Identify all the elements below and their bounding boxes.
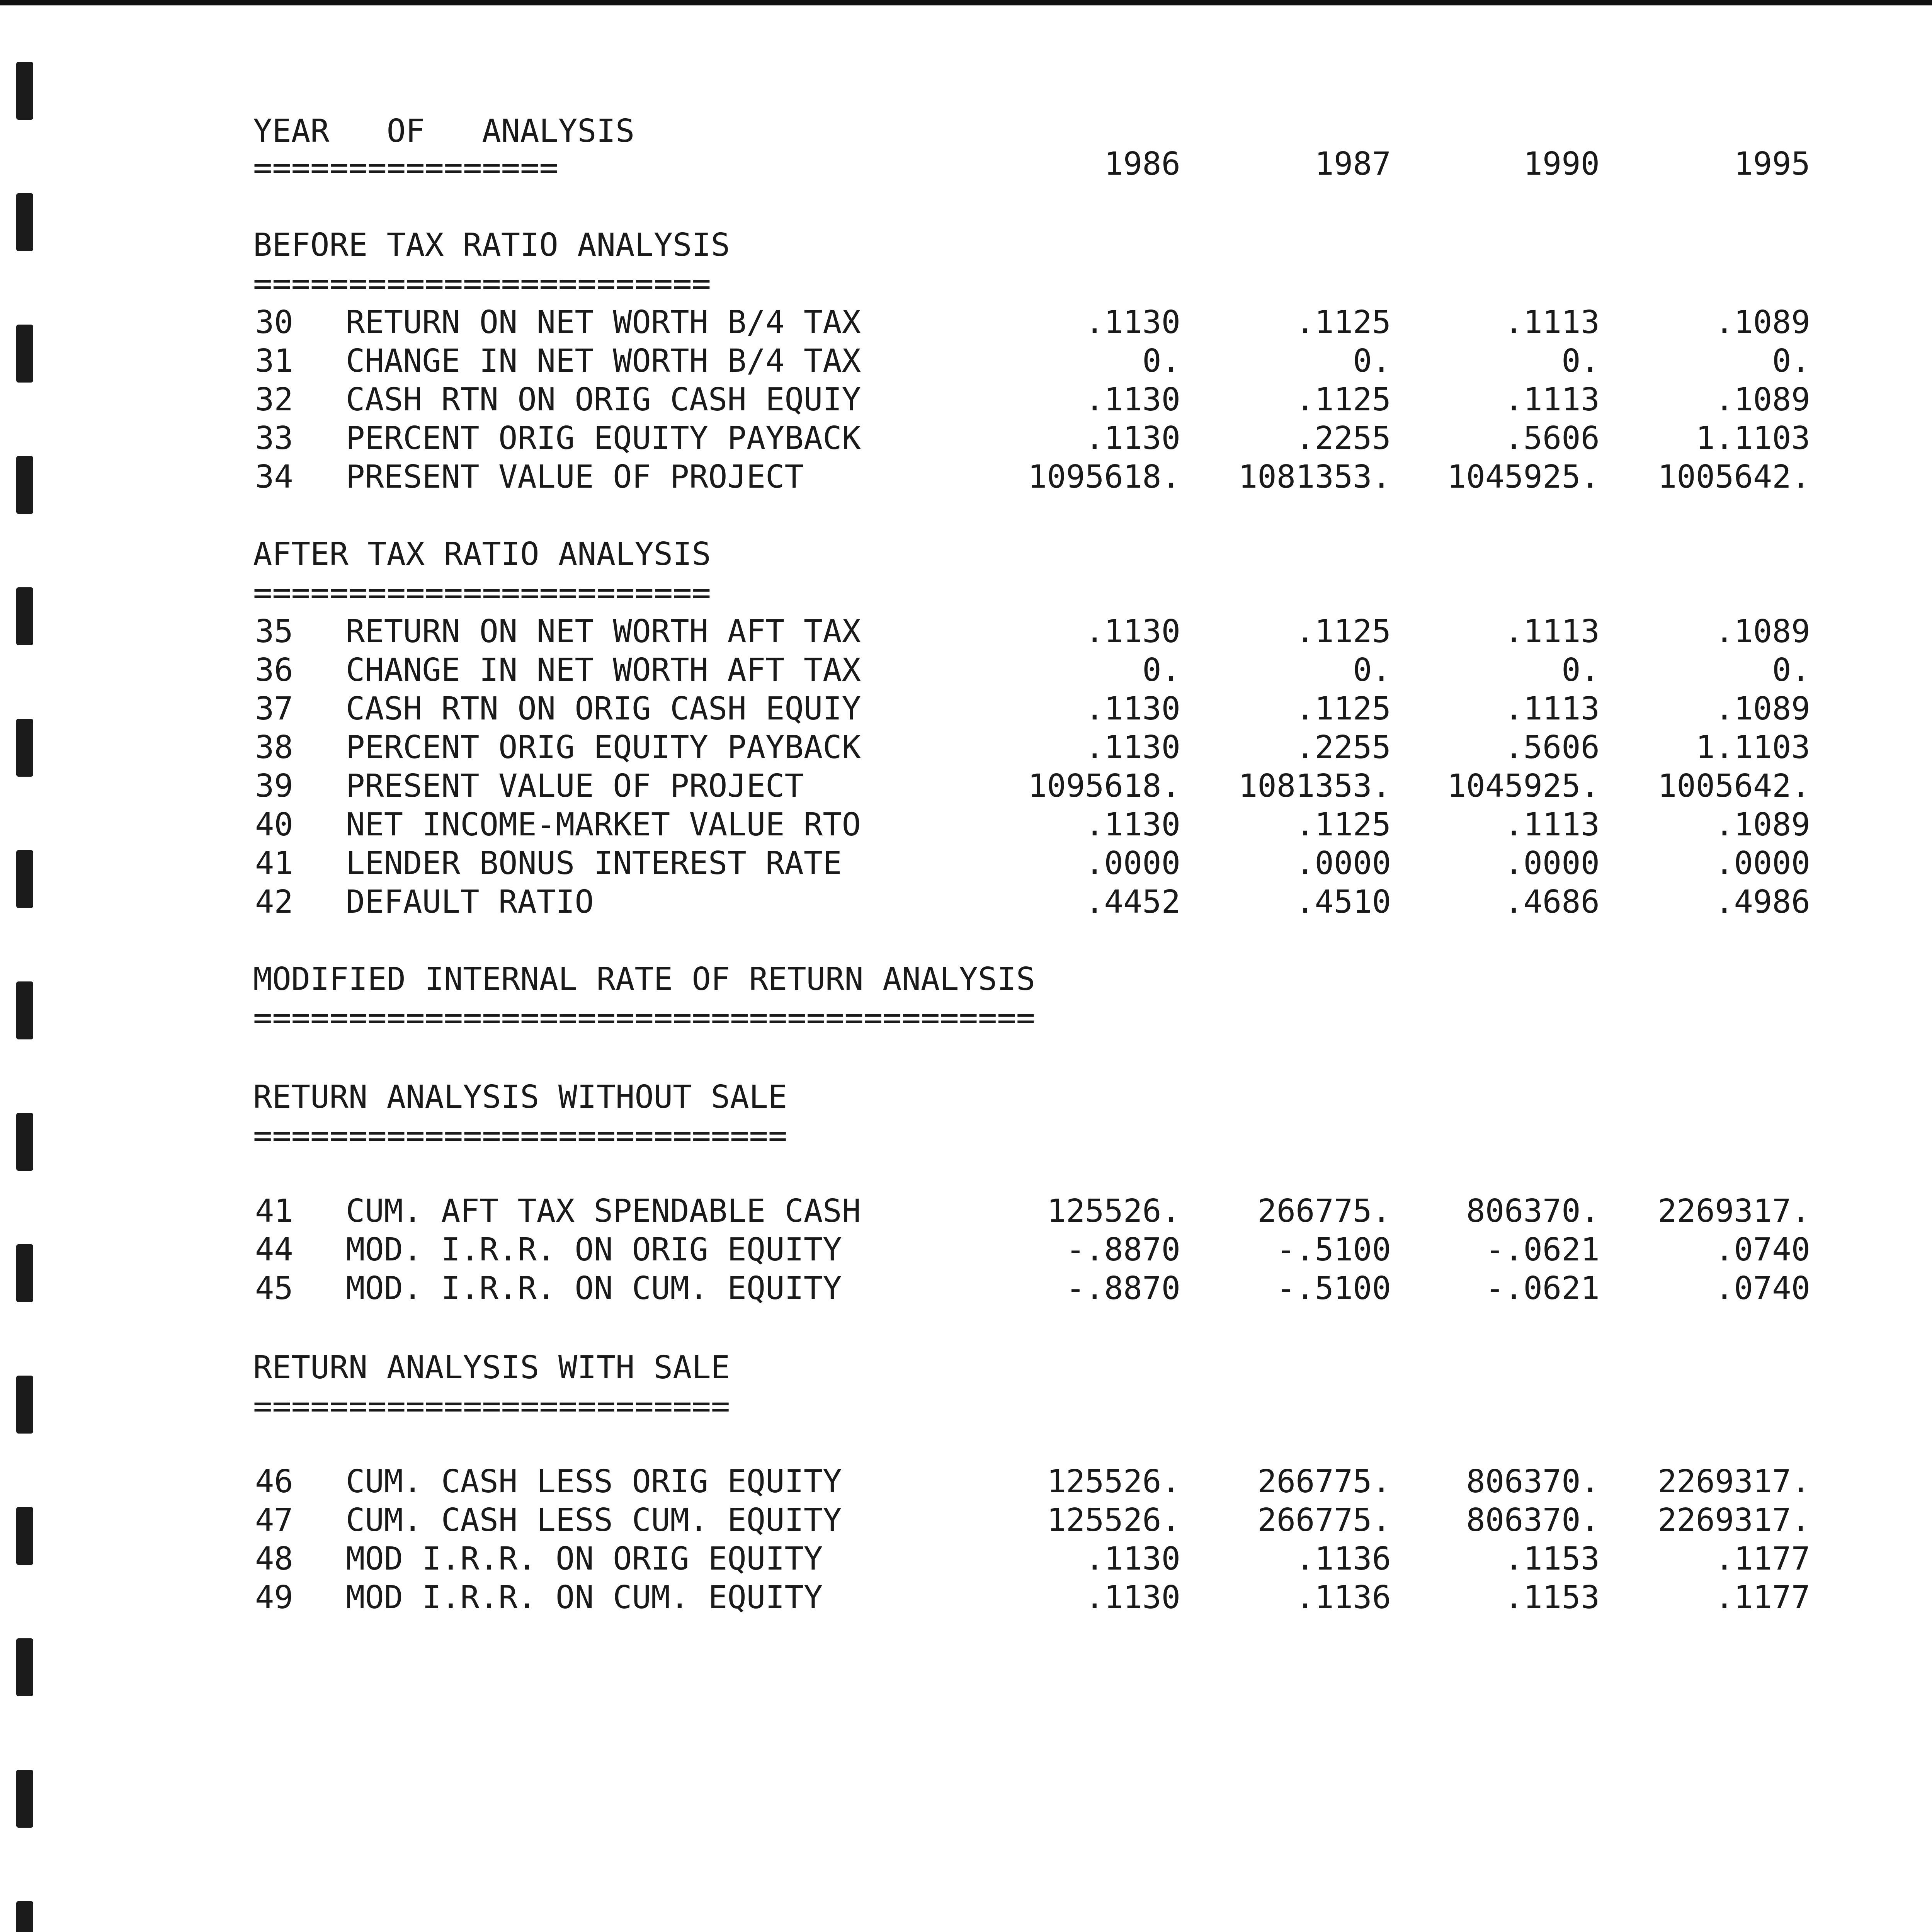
row-value: .1125 <box>1296 381 1391 418</box>
row-value: 1095618. <box>1028 768 1180 804</box>
row-value: .1125 <box>1296 690 1391 727</box>
row-value: -.0621 <box>1485 1270 1600 1307</box>
row-value: .1177 <box>1715 1541 1810 1577</box>
row-label: PRESENT VALUE OF PROJECT <box>346 459 804 495</box>
row-value: 0. <box>1353 343 1391 379</box>
row-label: MOD. I.R.R. ON CUM. EQUITY <box>346 1270 842 1307</box>
section-heading: BEFORE TAX RATIO ANALYSIS <box>253 227 730 264</box>
row-value: -.8870 <box>1066 1270 1180 1307</box>
row-value: .1089 <box>1715 381 1810 418</box>
page-title-underline: ================ <box>253 156 558 180</box>
section-heading: MODIFIED INTERNAL RATE OF RETURN ANALYSIS <box>253 961 1036 998</box>
row-value: .1130 <box>1085 420 1180 457</box>
row-value: 125526. <box>1047 1463 1180 1500</box>
row-label: CASH RTN ON ORIG CASH EQUIY <box>346 381 861 418</box>
section-underline: ======================== <box>253 582 711 605</box>
row-value: 1095618. <box>1028 459 1180 495</box>
row-value: .1089 <box>1715 690 1810 727</box>
row-value: .1089 <box>1715 806 1810 843</box>
row-number: 35 <box>255 613 293 650</box>
row-number: 41 <box>255 1193 293 1230</box>
row-value: 0. <box>1772 652 1810 689</box>
row-value: .1113 <box>1504 690 1600 727</box>
row-value: .1089 <box>1715 613 1810 650</box>
row-value: 1.1103 <box>1696 729 1810 766</box>
row-number: 38 <box>255 729 293 766</box>
row-number: 31 <box>255 343 293 379</box>
row-value: .2255 <box>1296 729 1391 766</box>
row-value: .1130 <box>1085 613 1180 650</box>
row-label: PRESENT VALUE OF PROJECT <box>346 768 804 804</box>
row-label: RETURN ON NET WORTH AFT TAX <box>346 613 861 650</box>
row-value: 1005642. <box>1658 768 1810 804</box>
row-value: -.5100 <box>1276 1270 1391 1307</box>
row-value: 806370. <box>1466 1502 1600 1539</box>
row-value: 266775. <box>1257 1502 1391 1539</box>
year-header-1995: 1995 <box>1734 146 1810 182</box>
row-number: 49 <box>255 1579 293 1616</box>
row-value: .4452 <box>1085 884 1180 920</box>
section-underline: ============================ <box>253 1124 787 1148</box>
row-value: -.0621 <box>1485 1231 1600 1268</box>
row-value: .0000 <box>1085 845 1180 882</box>
row-value: 0. <box>1353 652 1391 689</box>
row-value: .1130 <box>1085 304 1180 341</box>
section-heading: AFTER TAX RATIO ANALYSIS <box>253 536 711 573</box>
row-value: 0. <box>1561 343 1600 379</box>
row-number: 32 <box>255 381 293 418</box>
row-value: .1130 <box>1085 1579 1180 1616</box>
row-value: .4510 <box>1296 884 1391 920</box>
row-number: 36 <box>255 652 293 689</box>
row-number: 48 <box>255 1541 293 1577</box>
row-number: 46 <box>255 1463 293 1500</box>
row-value: .1089 <box>1715 304 1810 341</box>
section-heading: RETURN ANALYSIS WITHOUT SALE <box>253 1079 787 1116</box>
row-label: DEFAULT RATIO <box>346 884 594 920</box>
section-underline: ========================================= <box>253 1007 1036 1030</box>
row-number: 41 <box>255 845 293 882</box>
row-label: PERCENT ORIG EQUITY PAYBACK <box>346 420 861 457</box>
row-number: 42 <box>255 884 293 920</box>
year-header-1986: 1986 <box>1104 146 1180 182</box>
row-value: .1130 <box>1085 806 1180 843</box>
row-value: 1045925. <box>1447 768 1600 804</box>
row-value: .4686 <box>1504 884 1600 920</box>
row-value: .2255 <box>1296 420 1391 457</box>
row-value: .0000 <box>1296 845 1391 882</box>
row-value: .5606 <box>1504 729 1600 766</box>
row-value: 806370. <box>1466 1463 1600 1500</box>
row-number: 30 <box>255 304 293 341</box>
row-value: .5606 <box>1504 420 1600 457</box>
row-label: CHANGE IN NET WORTH AFT TAX <box>346 652 861 689</box>
page-title: YEAR OF ANALYSIS <box>253 113 635 150</box>
row-value: .1125 <box>1296 613 1391 650</box>
section-heading: RETURN ANALYSIS WITH SALE <box>253 1349 730 1386</box>
section-underline: ======================== <box>253 272 711 296</box>
row-label: CUM. AFT TAX SPENDABLE CASH <box>346 1193 861 1230</box>
row-value: 266775. <box>1257 1193 1391 1230</box>
row-value: 266775. <box>1257 1463 1391 1500</box>
row-label: CUM. CASH LESS CUM. EQUITY <box>346 1502 842 1539</box>
year-header-1990: 1990 <box>1523 146 1600 182</box>
row-value: .0740 <box>1715 1231 1810 1268</box>
row-value: 0. <box>1142 343 1180 379</box>
row-value: .1130 <box>1085 729 1180 766</box>
row-number: 40 <box>255 806 293 843</box>
row-value: .1113 <box>1504 381 1600 418</box>
row-number: 33 <box>255 420 293 457</box>
row-label: PERCENT ORIG EQUITY PAYBACK <box>346 729 861 766</box>
row-label: RETURN ON NET WORTH B/4 TAX <box>346 304 861 341</box>
row-value: .1113 <box>1504 304 1600 341</box>
row-value: .1125 <box>1296 304 1391 341</box>
row-value: .1130 <box>1085 690 1180 727</box>
row-value: 0. <box>1142 652 1180 689</box>
row-value: .1130 <box>1085 1541 1180 1577</box>
row-number: 47 <box>255 1502 293 1539</box>
row-number: 37 <box>255 690 293 727</box>
row-value: 806370. <box>1466 1193 1600 1230</box>
row-number: 34 <box>255 459 293 495</box>
year-header-1987: 1987 <box>1315 146 1391 182</box>
row-label: CASH RTN ON ORIG CASH EQUIY <box>346 690 861 727</box>
row-number: 44 <box>255 1231 293 1268</box>
row-label: MOD. I.R.R. ON ORIG EQUITY <box>346 1231 842 1268</box>
row-value: -.5100 <box>1276 1231 1391 1268</box>
row-value: .0000 <box>1715 845 1810 882</box>
row-value: .1130 <box>1085 381 1180 418</box>
row-value: .0740 <box>1715 1270 1810 1307</box>
row-value: 125526. <box>1047 1502 1180 1539</box>
row-value: .1177 <box>1715 1579 1810 1616</box>
row-label: MOD I.R.R. ON CUM. EQUITY <box>346 1579 823 1616</box>
row-value: 2269317. <box>1658 1193 1810 1230</box>
row-value: .1136 <box>1296 1541 1391 1577</box>
row-label: CUM. CASH LESS ORIG EQUITY <box>346 1463 842 1500</box>
row-value: 1045925. <box>1447 459 1600 495</box>
row-value: .1153 <box>1504 1579 1600 1616</box>
row-value: .0000 <box>1504 845 1600 882</box>
row-label: LENDER BONUS INTEREST RATE <box>346 845 842 882</box>
row-value: 2269317. <box>1658 1463 1810 1500</box>
row-value: 1005642. <box>1658 459 1810 495</box>
row-value: 1.1103 <box>1696 420 1810 457</box>
row-value: .1125 <box>1296 806 1391 843</box>
row-value: 1081353. <box>1238 459 1391 495</box>
section-underline: ========================= <box>253 1395 730 1418</box>
row-value: .4986 <box>1715 884 1810 920</box>
row-value: .1153 <box>1504 1541 1600 1577</box>
row-value: .1113 <box>1504 613 1600 650</box>
row-number: 45 <box>255 1270 293 1307</box>
row-label: CHANGE IN NET WORTH B/4 TAX <box>346 343 861 379</box>
row-value: .1113 <box>1504 806 1600 843</box>
row-number: 39 <box>255 768 293 804</box>
row-label: MOD I.R.R. ON ORIG EQUITY <box>346 1541 823 1577</box>
row-value: -.8870 <box>1066 1231 1180 1268</box>
row-value: .1136 <box>1296 1579 1391 1616</box>
row-value: 2269317. <box>1658 1502 1810 1539</box>
row-value: 0. <box>1772 343 1810 379</box>
row-value: 125526. <box>1047 1193 1180 1230</box>
row-value: 1081353. <box>1238 768 1391 804</box>
row-value: 0. <box>1561 652 1600 689</box>
row-label: NET INCOME-MARKET VALUE RTO <box>346 806 861 843</box>
